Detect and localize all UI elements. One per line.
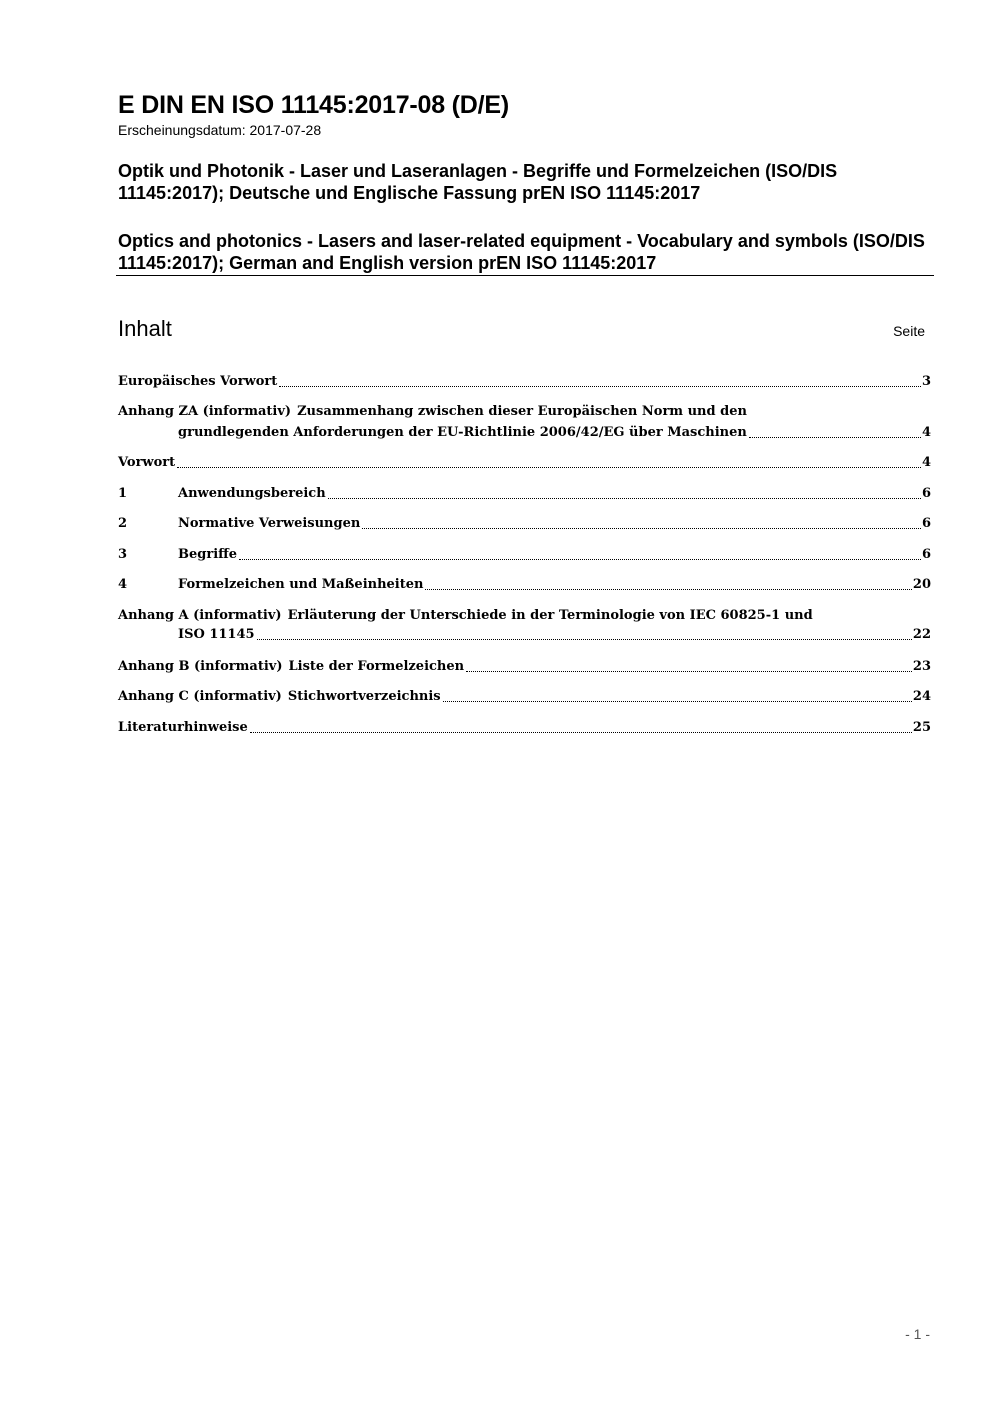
toc-entry-continuation: grundlegenden Anforderungen der EU-Richtlinie 2006/42/EG über Maschinen — [178, 425, 747, 440]
toc-entry-title: Liste der Formelzeichen — [288, 659, 465, 674]
toc-entry-label: Anhang A (informativ) — [118, 608, 282, 623]
toc-leader-dots — [466, 671, 912, 672]
toc-entry-annex-za[interactable] — [118, 402, 931, 442]
toc-heading: Inhalt — [118, 316, 172, 341]
toc-leader-dots — [749, 437, 921, 438]
toc-entry-title: Stichwortverzeichnis — [287, 689, 441, 704]
toc-entry-label: Normative Verweisungen — [178, 516, 361, 531]
document-id: E DIN EN ISO 11145:2017-08 (D/E) — [118, 91, 510, 119]
toc-entry-european-foreword[interactable] — [118, 372, 931, 391]
toc-entry-page: 24 — [912, 689, 931, 704]
toc-entry-label: Anhang ZA (informativ) — [118, 404, 292, 419]
toc-leader-dots — [328, 498, 921, 499]
toc-entry-number: 2 — [118, 516, 128, 531]
toc-leader-dots — [425, 589, 911, 590]
toc-page-column-label: Seite — [893, 323, 925, 339]
page-number: - 1 - — [905, 1326, 930, 1342]
publication-date: Erscheinungsdatum: 2017-07-28 — [118, 122, 322, 138]
toc-entry-continuation: ISO 11145 — [178, 627, 255, 642]
toc-entry-page: 3 — [921, 374, 931, 389]
toc-entry-label: Anhang B (informativ) — [118, 659, 283, 674]
toc-entry-page: 6 — [921, 547, 931, 562]
toc-entry-page: 23 — [912, 659, 931, 674]
toc-entry-title: Zusammenhang zwischen dieser Europäischen Norm und den — [297, 404, 747, 419]
toc-leader-dots — [279, 386, 921, 387]
toc-entry-foreword[interactable] — [118, 453, 931, 472]
toc-entry-symbols-units[interactable] — [118, 575, 931, 594]
toc-entry-number: 4 — [118, 577, 128, 592]
toc-entry-number: 3 — [118, 547, 128, 562]
toc-entry-scope[interactable] — [118, 484, 931, 503]
toc-entry-bibliography[interactable] — [118, 718, 931, 737]
toc-entry-page: 25 — [912, 720, 931, 735]
toc-leader-dots — [362, 528, 921, 529]
toc-entry-page: 6 — [921, 516, 931, 531]
toc-entry-normative-references[interactable] — [118, 514, 931, 533]
toc-entry-label: Vorwort — [118, 455, 176, 470]
toc-entry-label: Literaturhinweise — [118, 720, 248, 735]
toc-entry-label: Formelzeichen und Maßeinheiten — [178, 577, 424, 592]
toc-entry-page: 22 — [912, 627, 931, 642]
toc-leader-dots — [177, 467, 921, 468]
toc-entry-page: 20 — [912, 577, 931, 592]
toc-entry-label: Begriffe — [178, 547, 238, 562]
toc-entry-terms[interactable] — [118, 545, 931, 564]
toc-entry-label: Anwendungsbereich — [178, 486, 326, 501]
toc-leader-dots — [257, 639, 912, 640]
toc-entry-title: Erläuterung der Unterschiede in der Terminologie von IEC 60825-1 und — [287, 608, 813, 623]
title-german: Optik und Photonik - Laser und Laseranlagen - Begriffe und Formelzeichen (ISO/DIS 11145:2017); Deutsche und Englische Fassung prEN ISO 11145:2017 — [118, 161, 838, 203]
toc-entry-annex-b[interactable] — [118, 657, 931, 676]
toc-leader-dots — [250, 732, 912, 733]
toc-entry-number: 1 — [118, 486, 128, 501]
toc-entry-page: 4 — [921, 455, 931, 470]
toc-entry-annex-c[interactable] — [118, 687, 931, 706]
toc-leader-dots — [239, 559, 921, 560]
toc-entry-label: Europäisches Vorwort — [118, 374, 278, 389]
toc-entry-label: Anhang C (informativ) — [118, 689, 282, 704]
toc-entry-page: 4 — [921, 425, 931, 440]
toc-leader-dots — [443, 701, 912, 702]
title-english: Optics and photonics - Lasers and laser-related equipment - Vocabulary and symbols (ISO/DIS 11145:2017); German and English version prEN ISO 11145:2017 — [118, 231, 925, 273]
toc-entry-page: 6 — [921, 486, 931, 501]
title-divider — [116, 275, 934, 276]
toc-entry-annex-a[interactable] — [118, 606, 931, 646]
